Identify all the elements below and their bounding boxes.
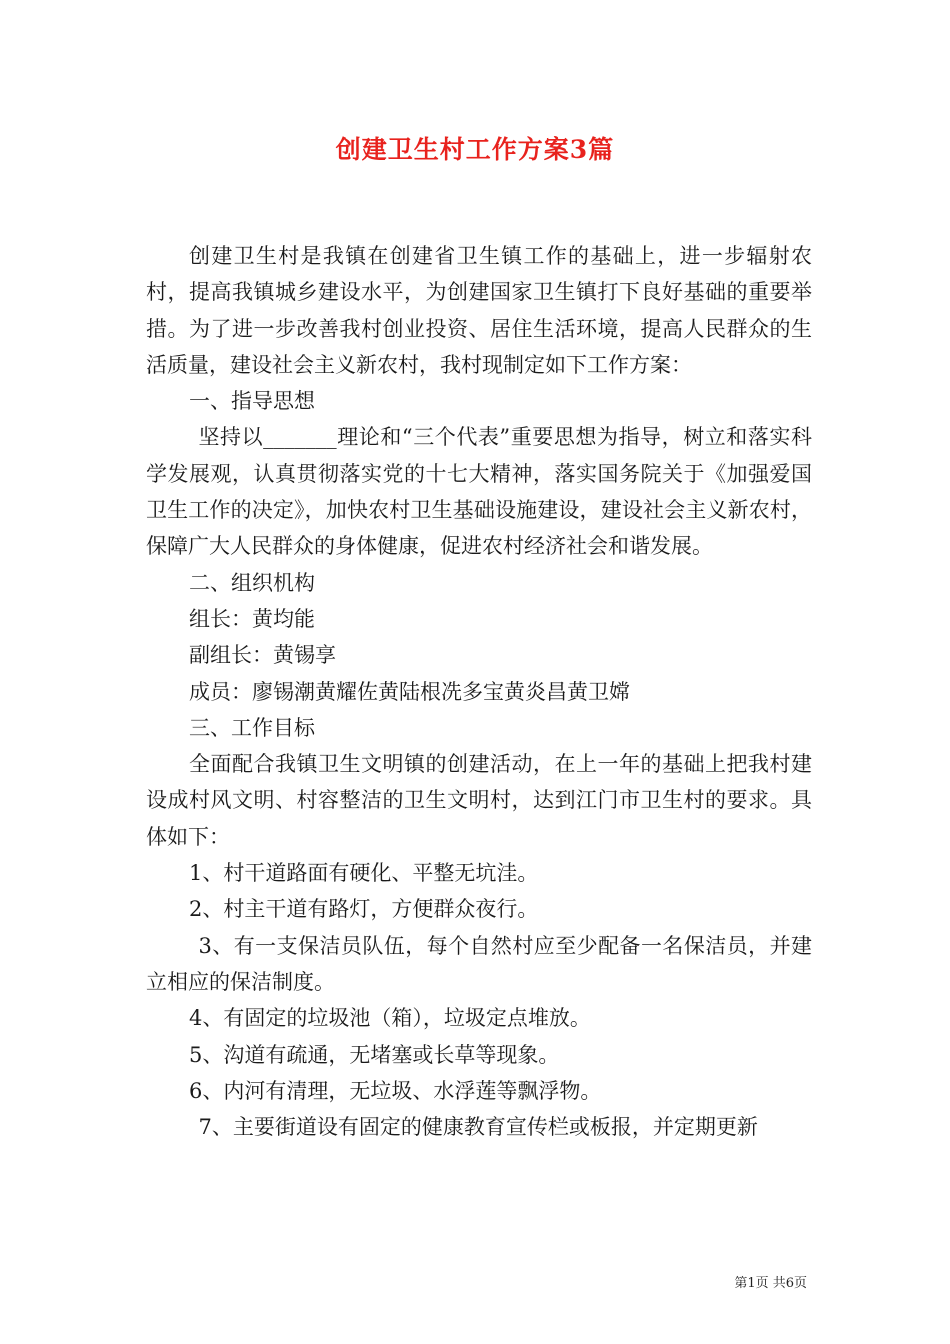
document-body bbox=[146, 238, 812, 1145]
list-item-goal-1: 1、村干道路面有硬化、平整无坑洼。 bbox=[189, 861, 539, 886]
list-item-goal-4: 4、有固定的垃圾池（箱），垃圾定点堆放。 bbox=[189, 1006, 591, 1031]
document-title: 创建卫生村工作方案3篇 bbox=[335, 135, 615, 164]
paragraph-team-leader: 组长：黄均能 bbox=[189, 606, 316, 631]
paragraph-members: 成员：廖锡潮黄耀佐黄陆根冼多宝黄炎昌黄卫嫦 bbox=[189, 679, 631, 704]
list-item-goal-6: 6、内河有清理，无垃圾、水浮莲等飘浮物。 bbox=[189, 1078, 602, 1103]
paragraph-guiding-thought: 坚持以_______理论和“三个代表”重要思想为指导，树立和落实科学发展观，认真贯彻落实党的十七大精神，落实国务院关于《加强爱国卫生工作的决定》，加快农村卫生基础设施建设，建设社会主义新农村，保障广大人民群众的身体健康，促进农村经济社会和谐发展。 bbox=[146, 425, 812, 559]
section-heading-guiding-thought: 一、指导思想 bbox=[189, 389, 316, 414]
list-item-goal-2: 2、村主干道有路灯，方便群众夜行。 bbox=[189, 897, 539, 922]
list-item-goal-5: 5、沟道有疏通，无堵塞或长草等现象。 bbox=[189, 1042, 560, 1067]
section-heading-organization: 二、组织机构 bbox=[189, 570, 316, 595]
paragraph-work-goals: 全面配合我镇卫生文明镇的创建活动，在上一年的基础上把我村建设成村风文明、村容整洁的卫生文明村，达到江门市卫生村的要求。具体如下： bbox=[146, 752, 812, 849]
paragraph-intro: 创建卫生村是我镇在创建省卫生镇工作的基础上，进一步辐射农村，提高我镇城乡建设水平，为创建国家卫生镇打下良好基础的重要举措。为了进一步改善我村创业投资、居住生活环境，提高人民群众的生活质量，建设社会主义新农村，我村现制定如下工作方案： bbox=[146, 244, 812, 377]
section-heading-work-goals: 三、工作目标 bbox=[189, 715, 316, 740]
page-number-footer: 第1页 共6页 bbox=[734, 1276, 807, 1291]
paragraph-deputy-leader: 副组长：黄锡享 bbox=[189, 643, 337, 668]
list-item-goal-7: 7、主要街道设有固定的健康教育宣传栏或板报，并定期更新 bbox=[198, 1115, 758, 1140]
list-item-goal-3: 3、有一支保洁员队伍，每个自然村应至少配备一名保洁员，并建立相应的保洁制度。 bbox=[146, 933, 812, 994]
